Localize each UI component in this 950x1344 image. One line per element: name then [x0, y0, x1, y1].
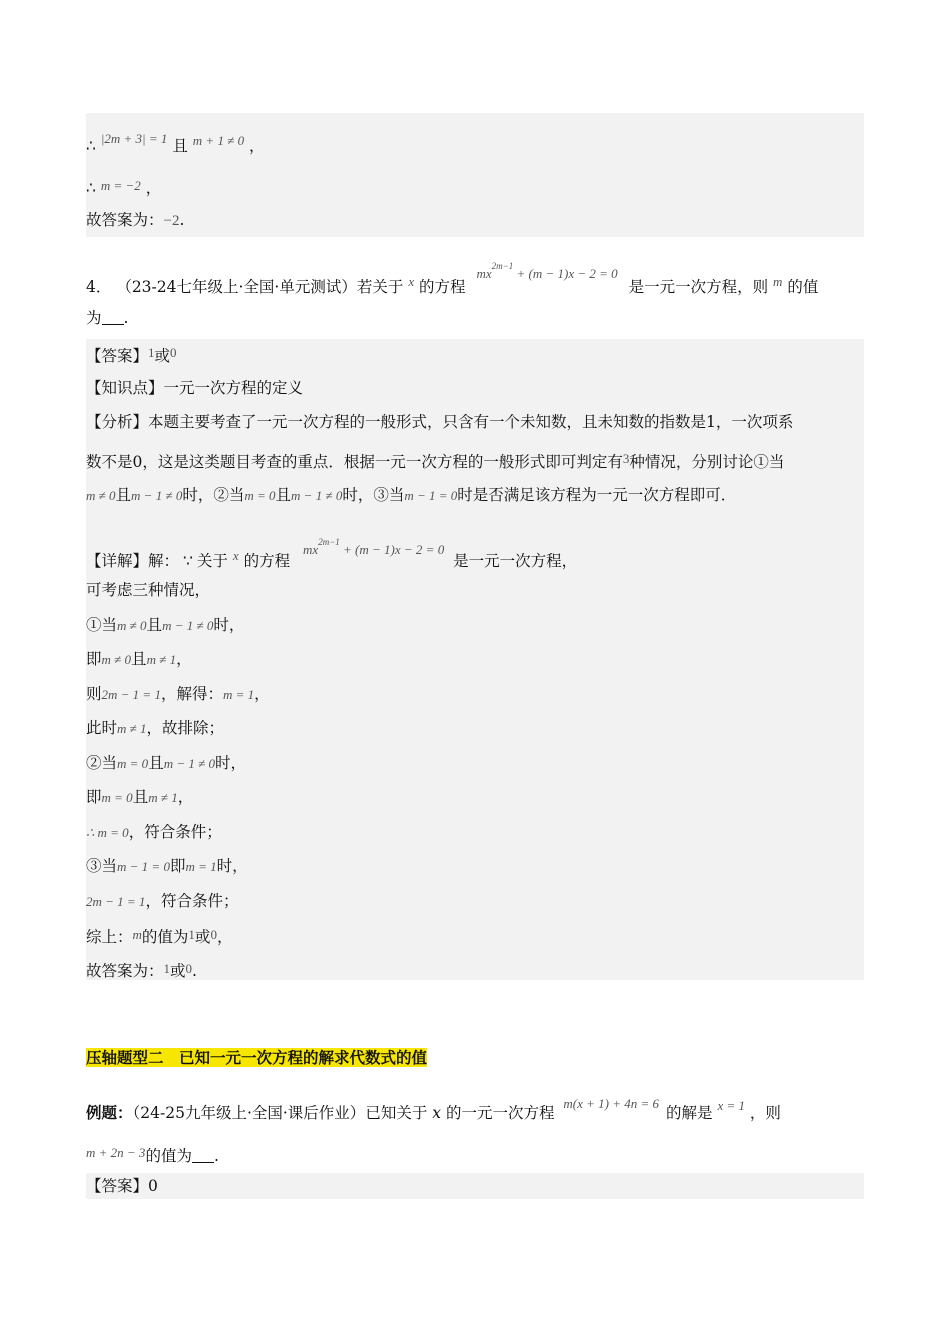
- example-answer-blank: [192, 1148, 214, 1163]
- step-7: 即m = 0且m ≠ 1，: [86, 788, 194, 806]
- section-heading: [86, 1047, 427, 1069]
- question-4: 4． （23-24七年级上·全国·单元测试）若关于 $^x$ 的方程 $mx^{2m-1} + (m - 1)x - 2 = 0$ 是一元一次方程，则 $^m$ 的值: [86, 255, 818, 298]
- math-abs-eq: |2m + 3| = 1: [100, 131, 168, 146]
- answer-shade-example: [86, 1173, 864, 1199]
- answer-blank: [102, 310, 124, 325]
- equation: $mx^{2m-1} + (m - 1)x - 2 = 0$: [476, 261, 618, 281]
- step-2: ①当m ≠ 0且m − 1 ≠ 0时，: [86, 616, 245, 634]
- step-10: 2m − 1 = 1，符合条件；: [86, 892, 239, 910]
- line-2: ∴ m = −2 ，: [86, 178, 162, 197]
- solution-shade-q4: [86, 339, 864, 980]
- knowledge-point: 【知识点】一元一次方程的定义: [86, 379, 304, 397]
- step-1: 可考虑三种情况，: [86, 581, 211, 599]
- example-question: 例题：（24-25九年级上·全国·课后作业）已知关于 x 的一元一次方程 $^{m(x + 1) + 4n = 6}$ 的解是 $^{x = 1}$ ，则: [86, 1096, 781, 1122]
- detail-head: 【详解】解： ∵ 关于 $^x$ 的方程 $mx^{2m-1} + (m - 1)x - 2 = 0$ 是一元一次方程，: [86, 531, 577, 572]
- step-8: ∴ m = 0，符合条件；: [86, 823, 222, 841]
- analysis-1: 【分析】本题主要考查了一元一次方程的一般形式，只含有一个未知数，且未知数的指数是1，一次项系: [86, 413, 794, 431]
- example-solution: x = 1: [717, 1098, 745, 1113]
- example-question-cont: $^{m + 2n - 3}$的值为 .: [86, 1145, 219, 1165]
- step-6: ②当m = 0且m − 1 ≠ 0时，: [86, 754, 247, 772]
- question-4-cont: 为 .: [86, 309, 129, 327]
- step-9: ③当m − 1 = 0即m = 1时，: [86, 857, 248, 875]
- section-title: 压轴题型二 已知一元一次方程的解求代数式的值: [86, 1048, 428, 1067]
- analysis-3: m ≠ 0且m − 1 ≠ 0时，②当m = 0且m − 1 ≠ 0时，③当m − 1 = 0时是否满足该方程为一元一次方程即可．: [86, 486, 737, 504]
- answer-line: 【答案】$^1$或$^0$: [86, 345, 177, 365]
- step-12: 故答案为：1或0.: [86, 961, 197, 980]
- step-5: 此时m ≠ 1，故排除；: [86, 719, 225, 737]
- line-1: ∴ $^{|2m + 3| = 1}$ 且 $^{m + 1 \ne 0}$ ，: [86, 131, 265, 155]
- equation-detail: $mx^{2m-1} + (m - 1)x - 2 = 0$: [303, 537, 445, 557]
- example-answer: 【答案】0: [86, 1177, 158, 1195]
- analysis-2: 数不是0，这是这类题目考查的重点．根据一元一次方程的一般形式即可判定有$^3$种情况，分别讨论①当: [86, 451, 785, 471]
- math-ineq: m + 1 ≠ 0: [192, 133, 245, 148]
- line-3: 故答案为：−2.: [86, 211, 185, 229]
- math-m-value: m = −2: [100, 178, 141, 193]
- step-11: 综上：m的值为1或0，: [86, 927, 233, 946]
- example-equation: m(x + 1) + 4n = 6: [563, 1096, 660, 1111]
- step-3: 即m ≠ 0且m ≠ 1，: [86, 650, 192, 668]
- step-4: 则2m − 1 = 1，解得：m = 1，: [86, 685, 270, 703]
